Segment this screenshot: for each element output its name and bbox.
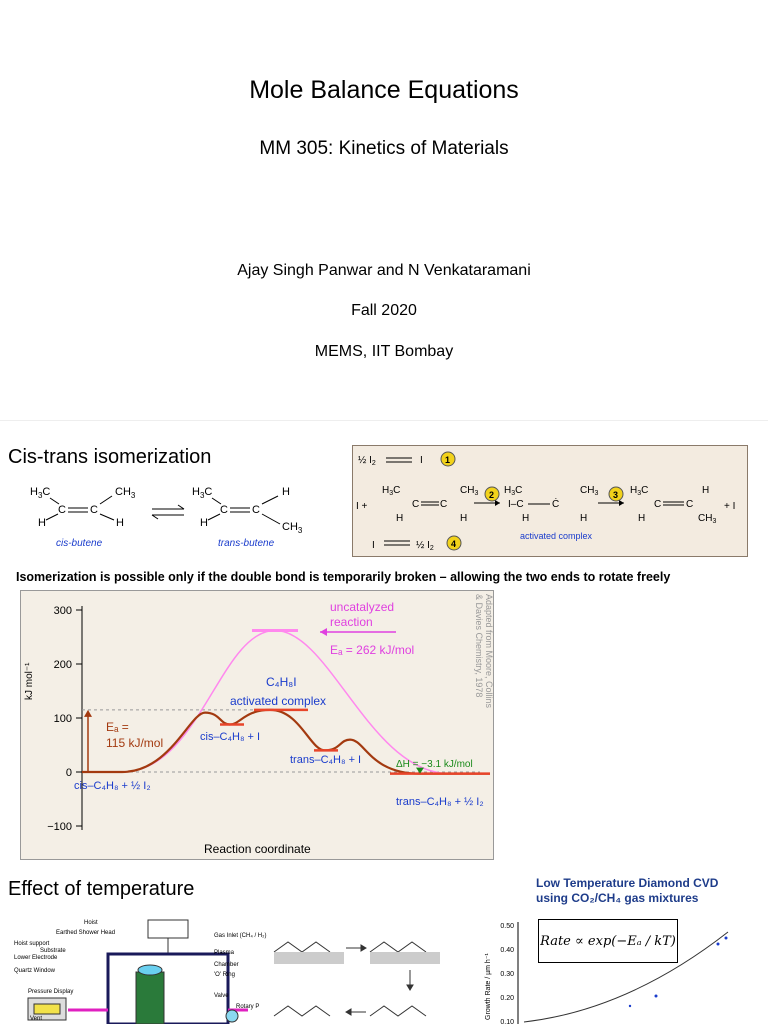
growth-rate-plot xyxy=(478,914,764,1024)
svg-text:H: H xyxy=(282,486,290,498)
rate-equation: Rate ∝ exp(−Eₐ / kT) xyxy=(538,919,678,963)
start-state-label: cis–C₄H₈ + ½ I₂ xyxy=(74,780,151,792)
delta-h-label: ΔH = −3.1 kJ/mol xyxy=(396,759,473,770)
apparatus-label: Plasma xyxy=(214,950,235,956)
apparatus-label: Lower Electrode xyxy=(14,955,58,961)
y-tick-label: 0 xyxy=(65,767,72,779)
svg-text:CH3: $CH_3$ xyxy=(698,513,717,525)
apparatus-label: Valve xyxy=(214,993,229,999)
temperature-heading: Effect of temperature xyxy=(8,878,195,900)
surface-reaction-sketch xyxy=(270,908,460,1024)
energy-credit: Adapted from Moore, Collins & Davies Chemistry, 1978 xyxy=(474,594,494,709)
apparatus-label: Hoist support xyxy=(14,941,50,947)
apparatus-label: Chamber xyxy=(214,962,239,968)
apparatus-label: Substrate xyxy=(40,948,66,954)
apparatus-label: Rotary P xyxy=(236,1004,260,1010)
energy-ylabel: kJ mol⁻¹ xyxy=(24,662,35,700)
svg-text:CH3: $CH_3$ xyxy=(115,486,136,500)
svg-text:1: 1 xyxy=(445,455,451,465)
uncat-label-2: reaction xyxy=(330,615,373,629)
authors: Ajay Singh Panwar and N Venkataramani xyxy=(237,262,531,279)
svg-text:H3C: $H_3C$ xyxy=(630,485,649,497)
isomerization-heading: Cis-trans isomerization xyxy=(8,446,212,468)
growth-tick-label: 0.50 xyxy=(500,923,514,930)
growth-tick-label: 0.20 xyxy=(500,995,514,1002)
svg-text:CH3: $CH_3$ xyxy=(460,485,479,497)
svg-text:C: C xyxy=(686,499,694,510)
apparatus-label: Pressure Display xyxy=(28,989,74,995)
svg-text:H: H xyxy=(200,517,208,529)
apparatus-label: Quartz Window xyxy=(14,968,56,974)
svg-text:H: H xyxy=(638,513,646,524)
svg-text:C: C xyxy=(412,499,420,510)
complex-label-1: C₄H₈I xyxy=(266,675,297,689)
ea-uncat-label: Eₐ = 262 kJ/mol xyxy=(330,643,415,657)
svg-text:+ I: + I xyxy=(724,501,736,512)
slide-divider xyxy=(0,420,768,421)
uncat-label-1: uncatalyzed xyxy=(330,600,395,614)
svg-text:C: C xyxy=(440,499,448,510)
svg-text:C: C xyxy=(58,504,66,516)
growth-point xyxy=(717,943,720,946)
svg-text:I: I xyxy=(372,540,375,551)
ea-cat-label-1: Eₐ = xyxy=(106,720,129,734)
svg-text:2: 2 xyxy=(489,490,495,500)
growth-point xyxy=(629,1005,631,1007)
svg-text:I +: I + xyxy=(356,501,368,512)
growth-point xyxy=(725,937,728,940)
svg-text:C: C xyxy=(252,504,260,516)
growth-tick-label: 0.40 xyxy=(500,947,514,954)
y-tick-label: −100 xyxy=(47,821,72,833)
svg-text:CH3: $CH_3$ xyxy=(580,485,599,497)
svg-text:H: H xyxy=(460,513,468,524)
svg-text:H: H xyxy=(702,485,710,496)
isomerization-note: Isomerization is possible only if the double bond is temporarily broken – allowing the two ends to rotate freely xyxy=(16,570,671,584)
trans-label: trans-butene xyxy=(218,538,275,549)
complex-label-2: activated complex xyxy=(230,694,327,708)
ea-cat-label-2: 115 kJ/mol xyxy=(106,736,164,750)
svg-text:CH3: $CH_3$ xyxy=(282,521,303,535)
svg-text:H3C: $H_3C$ xyxy=(382,485,401,497)
svg-text:I–C: I–C xyxy=(508,499,524,510)
cis-label: cis-butene xyxy=(56,538,103,549)
apparatus-label: Gas Inlet (CH₄ / H₂) xyxy=(214,933,267,939)
svg-text:H3C: $H_3C$ xyxy=(192,486,213,500)
svg-text:3: 3 xyxy=(613,490,619,500)
svg-text:C: C xyxy=(220,504,228,516)
svg-text:C: C xyxy=(654,499,662,510)
y-tick-label: 100 xyxy=(53,713,72,725)
svg-text:H: H xyxy=(116,517,124,529)
y-tick-label: 200 xyxy=(53,659,72,671)
growth-tick-label: 0.30 xyxy=(500,971,514,978)
svg-text:C: C xyxy=(90,504,98,516)
svg-text:H: H xyxy=(38,517,46,529)
activated-complex-label: activated complex xyxy=(520,531,593,541)
apparatus-label: 'O' Ring xyxy=(214,972,235,978)
svg-text:½ I2: ½ $I_2$ xyxy=(416,540,434,552)
cvd-title-2: using CO₂/CH₄ gas mixtures xyxy=(536,891,699,905)
svg-text:H: H xyxy=(522,513,530,524)
svg-text:4: 4 xyxy=(451,539,457,549)
ea-catalyzed-arrowhead xyxy=(84,710,92,717)
svg-text:½ I2: ½ $I_2$ xyxy=(358,455,376,467)
growth-axis-label: Growth Rate / µm h⁻¹ xyxy=(485,953,492,1020)
apparatus-label: Hoist xyxy=(84,920,98,926)
cis-intermediate-label: cis–C₄H₈ + I xyxy=(200,731,261,743)
svg-text:H: H xyxy=(580,513,588,524)
apparatus-label: Vent xyxy=(30,1016,43,1022)
energy-xlabel: Reaction coordinate xyxy=(204,842,311,856)
growth-point xyxy=(655,995,658,998)
end-state-label: trans–C₄H₈ + ½ I₂ xyxy=(396,796,484,808)
svg-text:Ċ: Ċ xyxy=(552,499,560,510)
y-tick-label: 300 xyxy=(53,605,72,617)
energy-diagram xyxy=(20,590,494,860)
svg-text:I: I xyxy=(420,455,423,466)
growth-tick-label: 0.10 xyxy=(500,1019,514,1024)
svg-text:H: H xyxy=(396,513,404,524)
term: Fall 2020 xyxy=(351,302,417,319)
svg-text:H3C: $H_3C$ xyxy=(504,485,523,497)
department: MEMS, IIT Bombay xyxy=(314,343,454,360)
apparatus-label: Earthed Shower Head xyxy=(56,930,116,936)
trans-intermediate-label: trans–C₄H₈ + I xyxy=(290,754,362,766)
cvd-title-1: Low Temperature Diamond CVD xyxy=(536,876,719,890)
svg-text:H3C: $H_3C$ xyxy=(30,486,51,500)
page-title: Mole Balance Equations xyxy=(249,76,519,104)
ea-uncatalyzed-arrowhead xyxy=(320,628,327,636)
course-title: MM 305: Kinetics of Materials xyxy=(259,138,509,159)
